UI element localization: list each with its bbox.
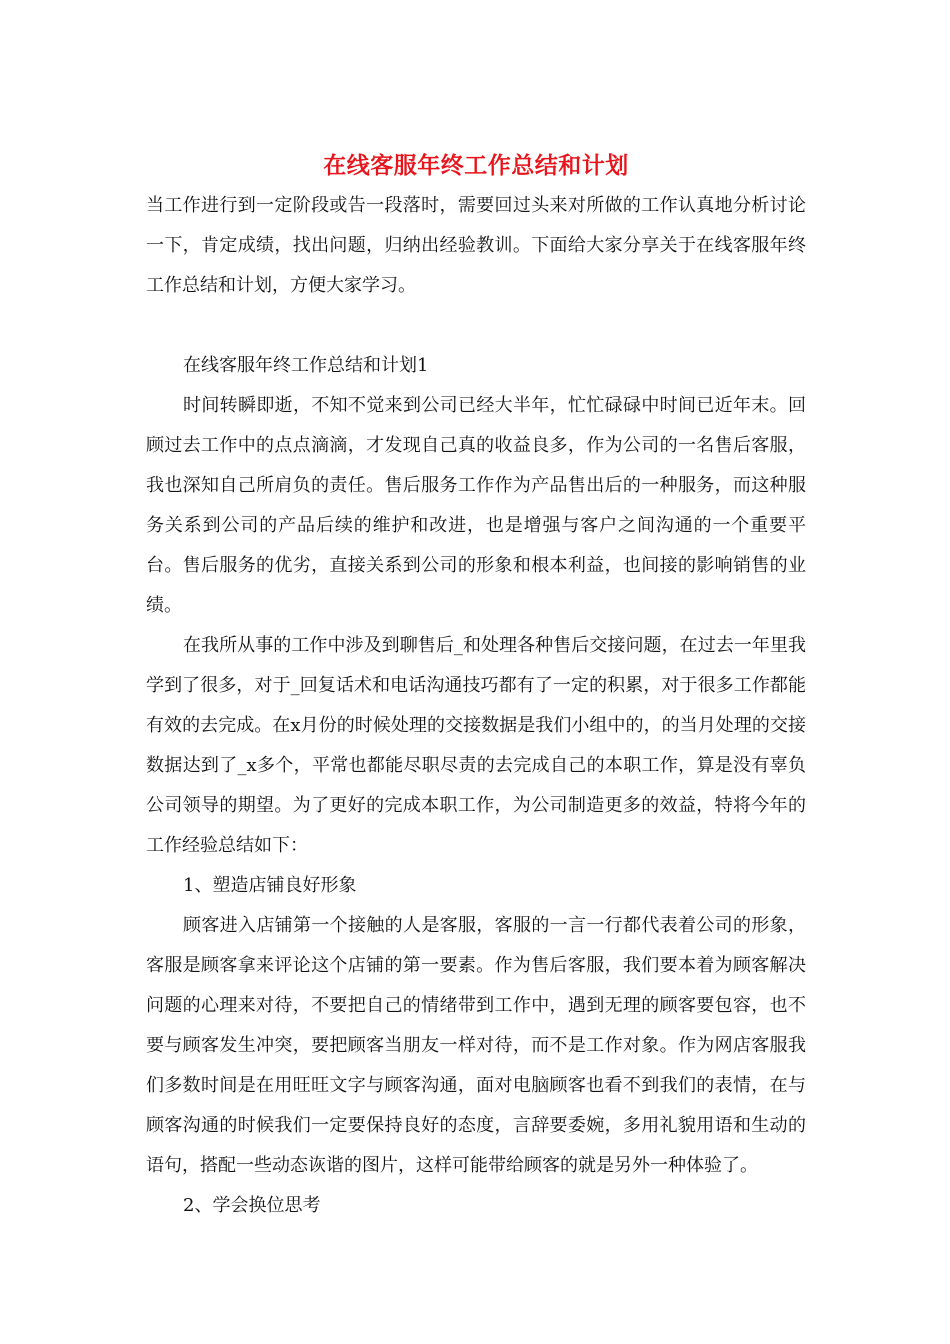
list-item-heading: 1、塑造店铺良好形象 xyxy=(183,875,357,896)
body-paragraph: 在我所从事的工作中涉及到聊售后_和处理各种售后交接问题，在过去一年里我学到了很多，对于_回复话术和电话沟通技巧都有了一定的积累，对于很多工作都能有效的去完成。在x月份的时候处理的交接数据是我们小组中的，的当月处理的交接数据达到了_x多个，平常也都能尽职尽责的去完成自己的本职工作，算是没有辜负公司领导的期望。为了更好的完成本职工作，为公司制造更多的效益，特将今年的工作经验总结如下： xyxy=(146,635,806,856)
document-title: 在线客服年终工作总结和计划 xyxy=(323,152,629,179)
paragraph-spacer xyxy=(146,306,806,346)
document-page xyxy=(146,146,806,1226)
list-item-heading: 2、学会换位思考 xyxy=(183,1195,321,1216)
body-paragraph: 时间转瞬即逝，不知不觉来到公司已经大半年，忙忙碌碌中时间已近年末。回顾过去工作中的点点滴滴，才发现自己真的收益良多，作为公司的一名售后客服，我也深知自己所肩负的责任。售后服务工作作为产品售出后的一种服务，而这种服务关系到公司的产品后续的维护和改进，也是增强与客户之间沟通的一个重要平台。售后服务的优劣，直接关系到公司的形象和根本利益，也间接的影响销售的业绩。 xyxy=(146,395,806,616)
body-paragraph: 顾客进入店铺第一个接触的人是客服，客服的一言一行都代表着公司的形象，客服是顾客拿来评论这个店铺的第一要素。作为售后客服，我们要本着为顾客解决问题的心理来对待，不要把自己的情绪带到工作中，遇到无理的顾客要包容，也不要与顾客发生冲突，要把顾客当朋友一样对待，而不是工作对象。作为网店客服我们多数时间是在用旺旺文字与顾客沟通，面对电脑顾客也看不到我们的表情，在与顾客沟通的时候我们一定要保持良好的态度，言辞要委婉，多用礼貌用语和生动的语句，搭配一些动态诙谐的图片，这样可能带给顾客的就是另外一种体验了。 xyxy=(146,915,806,1176)
intro-paragraph: 当工作进行到一定阶段或告一段落时，需要回过头来对所做的工作认真地分析讨论一下，肯定成绩，找出问题，归纳出经验教训。下面给大家分享关于在线客服年终工作总结和计划，方便大家学习。 xyxy=(146,195,806,296)
section-heading: 在线客服年终工作总结和计划1 xyxy=(183,355,429,376)
